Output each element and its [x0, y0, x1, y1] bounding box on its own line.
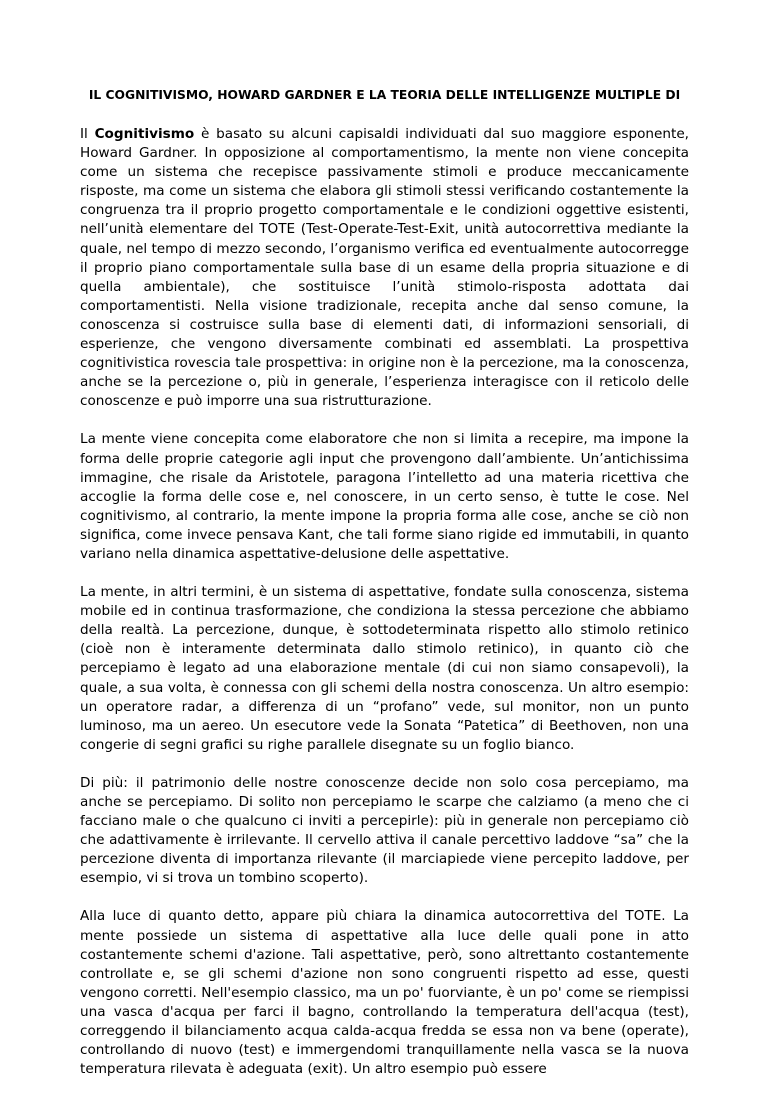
paragraph-4: Di più: il patrimonio delle nostre conoscenze decide non solo cosa percepiamo, ma anche se percepiamo. Di solito non percepiamo le scarpe che calziamo (a meno che ci facciano male o che qualcuno ci inviti a percepirle): più in generale non percepiamo ciò che adattivamente è irrilevante. Il cervello attiva il canale percettivo laddove “sa” che la percezione diventa di importanza rilevante (il marciapiede viene percepito laddove, per esempio, vi si trova un tombino scoperto).	[80, 774, 689, 887]
document-title: IL COGNITIVISMO, HOWARD GARDNER E LA TEORIA DELLE INTELLIGENZE MULTIPLE DI	[88, 88, 681, 102]
term-cognitivismo: Cognitivismo	[94, 126, 195, 142]
paragraph-5: Alla luce di quanto detto, appare più chiara la dinamica autocorrettiva del TOTE. La mente possiede un sistema di aspettative alla luce delle quali pone in atto costantemente schemi d'azione. Tali aspettative, però, sono altrettanto costantemente controllate e, se gli schemi d'azione non sono congruenti rispetto ad esse, questi vengono corretti. Nell'esempio classico, ma un po' fuorviante, è un po' come se riempissi una vasca d'acqua per farci il bagno, controllando la temperatura dell'acqua (test), correggendo il bilanciamento acqua calda-acqua fredda se essa non va bene (operate), controllando di nuovo (test) e immergendomi tranquillamente nella vasca se la nuova temperatura rilevata è adeguata (exit). Un altro esempio può essere	[80, 908, 689, 1078]
paragraph-3: La mente, in altri termini, è un sistema di aspettative, fondate sulla conoscenza, sistema mobile ed in continua trasformazione, che condiziona la stessa percezione che abbiamo della realtà. La percezione, dunque, è sottodeterminata rispetto allo stimolo retinico (cioè non è interamente determinata dallo stimolo retinico), in quanto ciò che percepiamo è legato ad una elaborazione mentale (di cui non siamo consapevoli), la quale, a sua volta, è connessa con gli schemi della nostra conoscenza. Un altro esempio: un operatore radar, a differenza di un “profano” vede, sul monitor, non un punto luminoso, ma un aereo. Un esecutore vede la Sonata “Patetica” di Beethoven, non una congerie di segni grafici su righe parallele disegnate su un foglio bianco.	[80, 584, 689, 753]
paragraph-1	[80, 125, 689, 411]
paragraph-1-lead: Il	[80, 126, 95, 142]
document-page	[80, 86, 689, 1098]
paragraph-2: La mente viene concepita come elaboratore che non si limita a recepire, ma impone la forma delle proprie categorie agli input che provengono dall’ambiente. Un’antichissima immagine, che risale da Aristotele, paragona l’intelletto ad una materia ricettiva che accoglie la forma delle cose e, nel conoscere, in un certo senso, è tutte le cose. Nel cognitivismo, al contrario, la mente impone la propria forma alle cose, anche se ciò non significa, come invece pensava Kant, che tali forme siano rigide ed immutabili, in quanto variano nella dinamica aspettative-delusione delle aspettative.	[80, 431, 689, 562]
paragraph-1-body: è basato su alcuni capisaldi individuati dal suo maggiore esponente, Howard Gardner. In opposizione al comportamentismo, la mente non viene concepita come un sistema che recepisce passivamente stimoli e produce meccanicamente risposte, ma come un sistema che elabora gli stimoli stessi verificando costantemente la congruenza tra il proprio progetto comportamentale e le condizioni oggettive esistenti, nell’unità elementare del TOTE (Test-Operate-Test-Exit, unità autocorrettiva mediante la quale, nel tempo di mezzo secondo, l’organismo verifica ed eventualmente autocorregge il proprio piano comportamentale sulla base di un esame della propria situazione e di quella ambientale), che sostituisce l’unità stimolo-risposta adottata dai comportamentisti. Nella visione tradizionale, recepita anche dal senso comune, la conoscenza si costruisce sulla base di elementi dati, di informazioni sensoriali, di esperienze, che vengono diversamente combinati ed assemblati. La prospettiva cognitivistica rovescia tale prospettiva: in origine non è la percezione, ma la conoscenza, anche se la percezione o, più in generale, l’esperienza interagisce con il reticolo delle conoscenze e può imporre una sua ristrutturazione.	[80, 126, 690, 410]
